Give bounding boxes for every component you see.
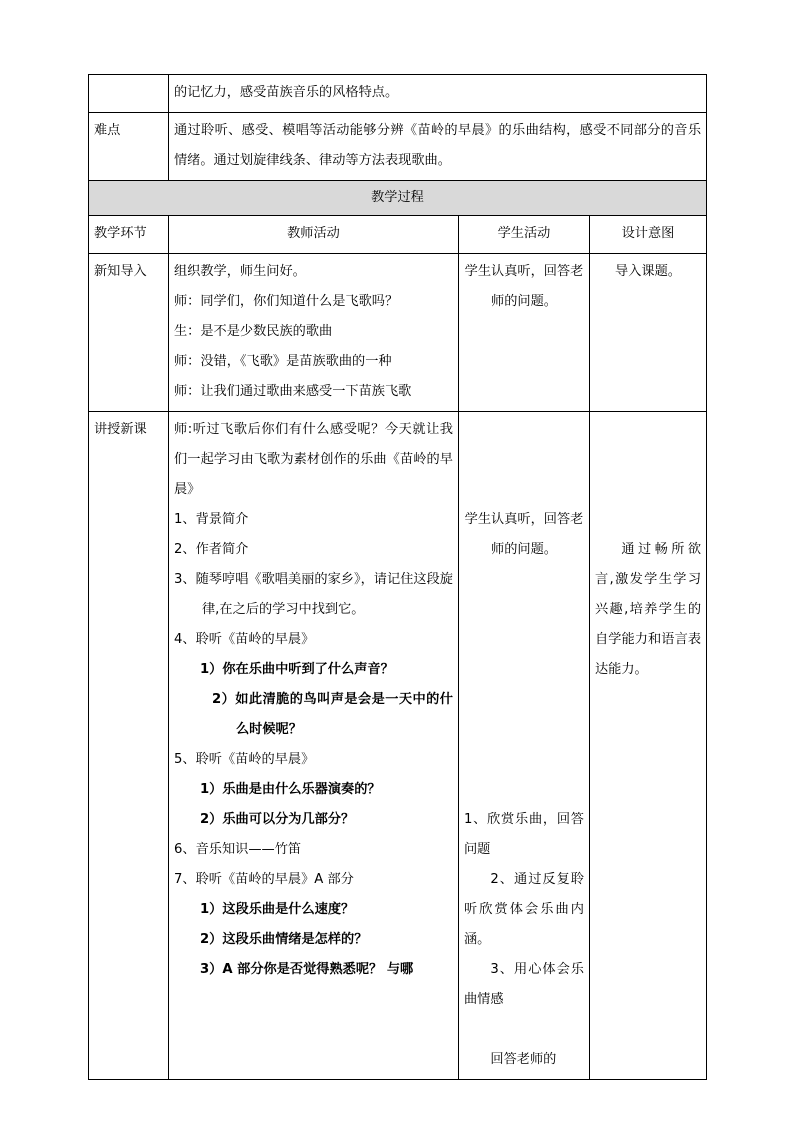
- teacher-list-item-text: 这段乐曲是什么速度？: [222, 902, 355, 917]
- teacher-list-item: [174, 565, 453, 625]
- teacher-cell-intro: [169, 254, 459, 412]
- column-header-stage: 教学环节: [89, 216, 169, 254]
- table-row-intro: [89, 254, 707, 412]
- teacher-list-item-text: 乐曲可以分为几部分？: [222, 812, 355, 827]
- column-header-intent: 设计意图: [590, 216, 707, 254]
- teacher-line: 师：让我们通过歌曲来感受一下苗族飞歌: [174, 384, 412, 399]
- teacher-list-item-number: 1、: [174, 512, 196, 527]
- table-row-column-headers: [89, 216, 707, 254]
- teacher-list-item: [174, 655, 453, 685]
- teacher-list-item-number: 1）: [200, 662, 223, 677]
- table-row: [89, 113, 707, 181]
- teacher-intro-paragraph: 师:听过飞歌后你们有什么感受呢？今天就让我们一起学习由飞歌为素材创作的乐曲《苗岭的早晨》: [174, 422, 453, 497]
- teacher-list-item: [174, 775, 453, 805]
- teacher-list-item-text: 如此清脆的鸟叫声是会是一天中的什么时候呢？: [235, 692, 453, 737]
- teacher-list-item-number: 6、: [174, 842, 196, 857]
- teacher-list-item-text: A 部分你是否觉得熟悉呢？ 与哪: [222, 962, 414, 977]
- intent-cell-intro: 导入课题。: [590, 254, 707, 412]
- column-header-teacher: 教师活动: [169, 216, 459, 254]
- student-spacer: [464, 475, 584, 505]
- student-spacer: [464, 775, 584, 805]
- intent-cell-newlesson: [590, 412, 707, 1080]
- process-header-label: 教学过程: [89, 181, 707, 216]
- teacher-list-item-number: 5、: [174, 752, 196, 767]
- teacher-list-item-text: 乐曲是由什么乐器演奏的？: [222, 782, 381, 797]
- teacher-list-item-number: 2、: [174, 542, 196, 557]
- teacher-list-item: [174, 895, 453, 925]
- student-spacer: [464, 1015, 584, 1045]
- stage-cell-newlesson: 讲授新课: [89, 412, 169, 1080]
- intent-spacer: [595, 505, 701, 535]
- teacher-list-item-number: 2）: [212, 692, 236, 707]
- student-spacer: [464, 625, 584, 655]
- table-row-process-header: [89, 181, 707, 216]
- student-spacer: [464, 565, 584, 595]
- teacher-list-item: [174, 925, 453, 955]
- row-body-memory: 的记忆力，感受苗族音乐的风格特点。: [169, 75, 707, 113]
- teacher-list-item-text: 背景简介: [195, 512, 249, 527]
- student-spacer: [464, 655, 584, 685]
- student-line: 2、通过反复聆听欣赏体会乐曲内涵。: [464, 872, 584, 947]
- teacher-list-item: [174, 745, 453, 775]
- student-spacer: [464, 415, 584, 445]
- teacher-item-list: [174, 505, 453, 985]
- teacher-list-item-text: 你在乐曲中听到了什么声音？: [222, 662, 394, 677]
- teacher-list-item: [174, 505, 453, 535]
- intent-text: 通过畅所欲言,激发学生学习兴趣,培养学生的自学能力和语言表达能力。: [595, 542, 702, 677]
- teacher-list-item-text: 音乐知识——竹笛: [195, 842, 302, 857]
- student-spacer: [464, 745, 584, 775]
- student-cell-intro: 学生认真听，回答老师的问题。: [459, 254, 590, 412]
- teacher-list-item-number: 4、: [174, 632, 196, 647]
- teacher-cell-newlesson: [169, 412, 459, 1080]
- intent-spacer: [595, 445, 701, 475]
- teacher-list-item: [174, 685, 453, 745]
- row-label-difficulty: 难点: [89, 113, 169, 181]
- teacher-list-item-number: 3、: [174, 572, 196, 587]
- teacher-list-item-text: 作者简介: [195, 542, 249, 557]
- student-cell-newlesson: [459, 412, 590, 1080]
- teacher-list-item-text: 随琴哼唱《歌唱美丽的家乡》，请记住这段旋律,在之后的学习中找到它。: [195, 572, 453, 617]
- lesson-plan-table: [88, 74, 707, 1080]
- teacher-list-item: [174, 625, 453, 655]
- teacher-list-item-number: 7、: [174, 872, 196, 887]
- table-row: [89, 75, 707, 113]
- row-label-empty: [89, 75, 169, 113]
- stage-cell-intro: 新知导入: [89, 254, 169, 412]
- teacher-list-item-number: 1）: [200, 902, 223, 917]
- teacher-list-item: [174, 805, 453, 835]
- teacher-list-item-number: 1）: [200, 782, 223, 797]
- teacher-list-item: [174, 535, 453, 565]
- student-line: 学生认真听，回答老师的问题。: [464, 512, 584, 557]
- column-header-student: 学生活动: [459, 216, 590, 254]
- teacher-line: 生：是不是少数民族的歌曲: [174, 324, 333, 339]
- student-line: 回答老师的: [490, 1052, 557, 1067]
- teacher-list-item-number: 3）: [200, 962, 223, 977]
- student-line: 3、用心体会乐曲情感: [464, 962, 584, 1007]
- student-spacer: [464, 715, 584, 745]
- teacher-list-item-number: 2）: [200, 932, 223, 947]
- teacher-list-item-text: 这段乐曲情绪是怎样的？: [222, 932, 368, 947]
- teacher-list-item-text: 聆听《苗岭的早晨》A 部分: [195, 872, 354, 887]
- teacher-list-item: [174, 835, 453, 865]
- teacher-line: 师：没错，《飞歌》是苗族歌曲的一种: [174, 354, 392, 369]
- row-body-difficulty: 通过聆听、感受、模唱等活动能够分辨《苗岭的早晨》的乐曲结构，感受不同部分的音乐情绪。通过划旋律线条、律动等方法表现歌曲。: [169, 113, 707, 181]
- student-spacer: [464, 445, 584, 475]
- table-row-newlesson: [89, 412, 707, 1080]
- teacher-list-item: [174, 865, 453, 895]
- student-line: 1、欣赏乐曲，回答问题: [464, 812, 584, 857]
- teacher-list-item-number: 2）: [200, 812, 223, 827]
- teacher-list-item: [174, 955, 453, 985]
- intent-spacer: [595, 415, 701, 445]
- teacher-line: 组织教学，师生问好。: [174, 264, 306, 279]
- teacher-list-item-text: 聆听《苗岭的早晨》: [195, 752, 315, 767]
- teacher-line: 师：同学们，你们知道什么是飞歌吗？: [174, 294, 399, 309]
- teacher-list-item-text: 聆听《苗岭的早晨》: [195, 632, 315, 647]
- intent-spacer: [595, 475, 701, 505]
- student-spacer: [464, 685, 584, 715]
- student-spacer: [464, 595, 584, 625]
